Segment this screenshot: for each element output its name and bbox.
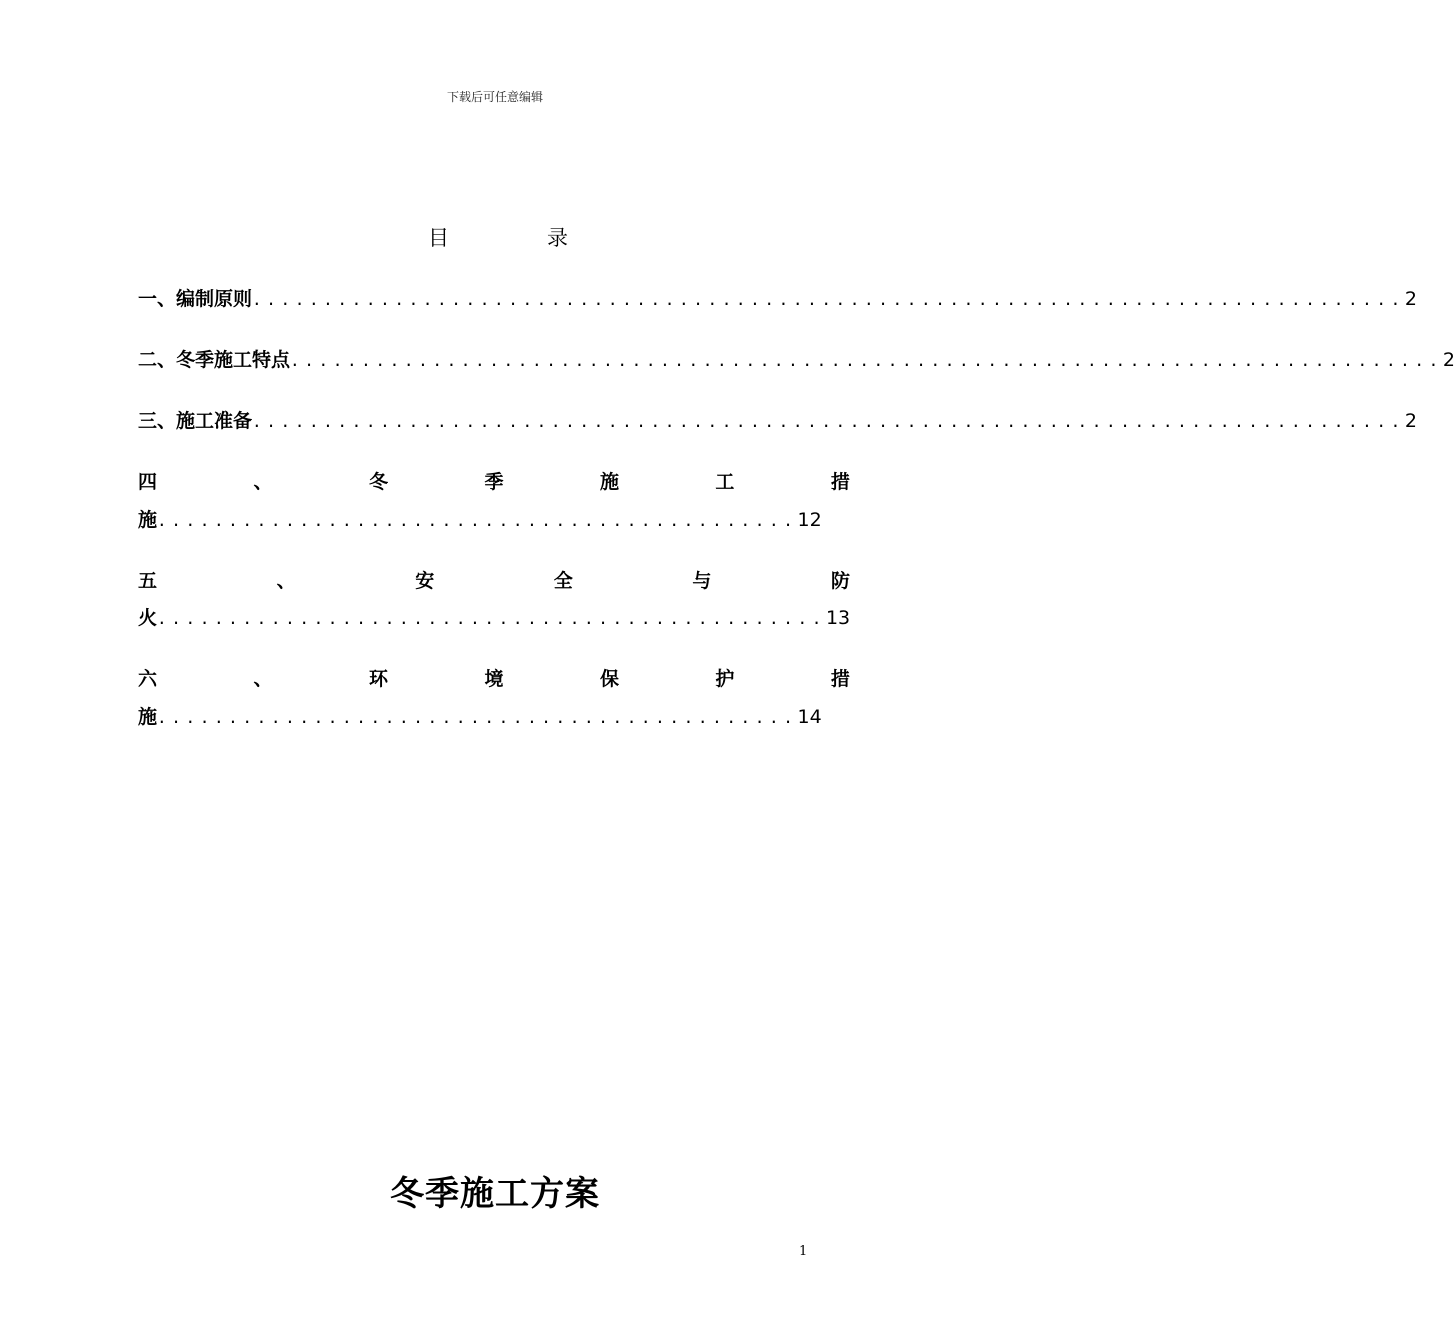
toc-entry-char: 境 — [484, 668, 504, 690]
toc-entry-char: 六 — [138, 668, 158, 690]
toc-entry-page: 12 — [797, 509, 822, 531]
toc-title — [428, 222, 568, 252]
toc-entry-page: 2 — [1442, 349, 1455, 371]
toc-leader-dots: ................................................................................. — [252, 290, 1405, 309]
toc-entry-char: 措 — [830, 668, 850, 690]
toc-entry-3[interactable] — [138, 406, 1417, 434]
toc-entry-label: 三、施工准备 — [138, 410, 253, 432]
toc-entry-5-line2[interactable] — [138, 603, 850, 631]
toc-entry-label: 二、冬季施工特点 — [138, 349, 291, 371]
toc-title-char: 目 — [428, 226, 449, 250]
page-number: 1 — [799, 1244, 808, 1259]
toc-entry-char: 四 — [138, 471, 158, 493]
toc-entry-char: 季 — [484, 471, 504, 493]
toc-entry-page: 2 — [1404, 288, 1417, 310]
toc-entry-char: 工 — [715, 471, 735, 493]
toc-entry-char: 安 — [415, 570, 435, 592]
toc-entry-char: 、 — [276, 570, 296, 592]
toc-entry-char: 五 — [138, 570, 158, 592]
toc-title-char: 录 — [547, 226, 568, 250]
toc-leader-dots: ............................................. — [157, 511, 798, 530]
toc-entry-char: 保 — [599, 668, 619, 690]
toc-entry-char: 与 — [692, 570, 712, 592]
toc-leader-dots: ................................................................................. — [252, 412, 1405, 431]
toc-entry-char: 全 — [553, 570, 573, 592]
toc-entry-char: 施 — [599, 471, 619, 493]
toc-entry-char: 、 — [253, 668, 273, 690]
document-title: 冬季施工方案 — [390, 1174, 600, 1214]
toc-entry-page: 2 — [1404, 410, 1417, 432]
toc-entry-4-line2[interactable] — [138, 505, 822, 533]
toc-leader-dots: ............................................. — [157, 708, 798, 727]
toc-entry-6-line1[interactable] — [138, 664, 850, 692]
toc-entry-page: 14 — [797, 706, 822, 728]
toc-entry-2[interactable] — [138, 345, 1455, 373]
toc-entry-char: 环 — [368, 668, 388, 690]
toc-entry-char: 冬 — [368, 471, 388, 493]
toc-leader-dots: ............................................... — [157, 609, 826, 628]
toc-entry-label: 一、编制原则 — [138, 288, 253, 310]
toc-entry-char: 、 — [253, 471, 273, 493]
toc-entry-char: 护 — [715, 668, 735, 690]
toc-entry-char: 防 — [830, 570, 850, 592]
toc-entry-6-line2[interactable] — [138, 702, 822, 730]
toc-leader-dots: ................................................................................. — [290, 351, 1443, 370]
toc-entry-tail: 施 — [138, 509, 158, 531]
toc-entry-5-line1[interactable] — [138, 566, 850, 594]
page-header: 下载后可任意编辑 — [446, 90, 543, 104]
toc-entry-4-line1[interactable] — [138, 467, 850, 495]
toc-entry-page: 13 — [825, 607, 851, 629]
toc-entry-char: 措 — [830, 471, 850, 493]
toc-entry-tail: 火 — [138, 607, 158, 629]
toc-entry-tail: 施 — [138, 706, 158, 728]
toc-entry-1[interactable] — [138, 284, 1417, 312]
